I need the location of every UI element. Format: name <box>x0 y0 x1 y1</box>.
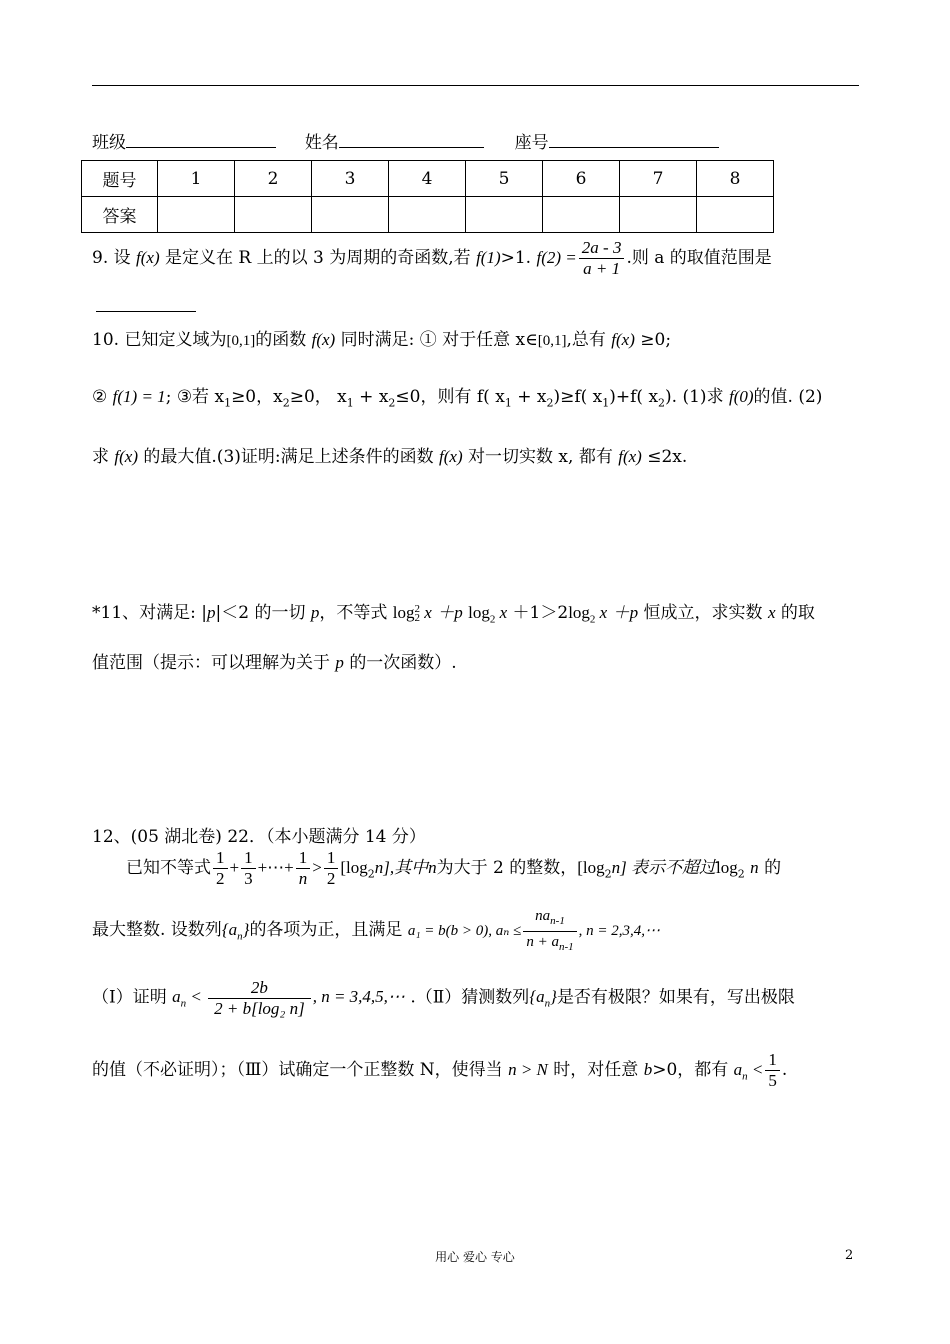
math-fx: f(x) <box>618 447 642 466</box>
question-10-line-1: 10. 已知定义域为[0,1]的函数 f(x) 同时满足: ① 对于任意 x∈[0,1],总有 f(x) ≥0; <box>92 330 672 350</box>
fraction: $\frac{2a - 3}{a + 1}$ <box>579 238 625 279</box>
math-fx: f(x) <box>114 447 138 466</box>
table-cell: 7 <box>620 161 697 197</box>
math-interval: [0,1] <box>537 333 567 349</box>
math-log-squared: log 2 2 x <box>392 603 432 625</box>
question-10-line-2: ② f(1) = 1; ③若 $x_1\ge 0$，$x_2\ge 0$， $x_1 + x_2\le 0$，则有 f( $x_1 + x_2)\ge f$( $x_1)+f$( $x_2$). (1)求 f(0)的值. (2) <box>92 387 823 410</box>
footer-text: 用心 爱心 专心 <box>435 1250 515 1264</box>
answer-label: 答案 <box>82 197 158 233</box>
question-12-title: 12、(05 湖北卷) 22．（本小题满分 14 分） <box>92 827 426 847</box>
question-11-line-1: *11、对满足: |p|＜2 的一切 p，不等式 log 2 2 x ＋p $\log_2 x +1>2\log_2$ x ＋p 恒成立，求实数 x 的取 <box>92 603 815 626</box>
table-cell: 5 <box>466 161 543 197</box>
question-10-line-3: 求 f(x) 的最大值.(3)证明:满足上述条件的函数 f(x) 对一切实数 x, 都有 f(x) ≤2x. <box>92 447 688 467</box>
table-cell: 4 <box>389 161 466 197</box>
question-9-line-1: 9. 设 f(x) 是定义在 R 上的以 3 为周期的奇函数,若 f(1)>1. f(2) = $\frac{2a - 3}{a + 1}$ .则 a 的取值范围是 <box>92 238 772 278</box>
answer-cell[interactable] <box>235 197 312 233</box>
answer-table-answer-row <box>82 197 774 233</box>
question-12-line-3: 最大整数. 设数列$\{a_n\}$的各项为正，且满足 a₁ = b(b > 0), aₙ ≤ $\frac{na_{n-1}}{n + a_{n-1}}$ , n = 2,3,4,⋯ <box>92 908 661 953</box>
class-blank <box>126 131 276 148</box>
question-12-line-4: （Ⅰ）证明 $a_n$ < $\frac{2b}{\text{2 + b[log₂ n]}}$ , n = 3,4,5,⋯ .（Ⅱ）猜测数列$\{a_n\}$是否有极限？如果有，写出极限 <box>92 978 795 1018</box>
question-number-label: 题号 <box>82 161 158 197</box>
table-cell: 8 <box>697 161 774 197</box>
math-fx: f(x) <box>611 330 635 349</box>
question-12-line-2: 已知不等式 $\frac{1}{2}$ + $\frac{1}{3}$ +⋯+ $\frac{1}{n}$ > $\frac{1}{2}$ $[\log_2n]$,其中n为大于 2 的整数，$[\log_2n]$ 表示不超过$\log_2 n$ 的 <box>126 848 782 888</box>
table-cell: 2 <box>235 161 312 197</box>
math-interval: [0,1] <box>226 333 256 349</box>
answer-cell[interactable] <box>312 197 389 233</box>
math-f2: f(2) = <box>536 248 577 267</box>
math-f0: f(0) <box>728 387 754 406</box>
answer-cell[interactable] <box>466 197 543 233</box>
answer-cell[interactable] <box>697 197 774 233</box>
seat-label: 座号 <box>514 133 549 153</box>
class-label: 班级 <box>92 133 126 153</box>
math-fx: f(x) <box>311 330 336 349</box>
page-number: 2 <box>845 1248 854 1263</box>
math-fx: f(x) <box>136 248 160 267</box>
name-blank <box>339 131 484 148</box>
question-9-answer-blank[interactable] <box>96 297 196 312</box>
answer-cell[interactable] <box>389 197 466 233</box>
math-log: $\log_2 x$ <box>568 603 608 626</box>
answer-table <box>81 160 774 233</box>
header-rule <box>92 85 859 86</box>
seat-blank <box>549 131 719 148</box>
answer-table-header-row <box>82 161 774 197</box>
math-fx: f(x) <box>439 447 463 466</box>
math-sequence-def: a₁ = b(b > 0), aₙ ≤ $\frac{na_{n-1}}{n + a_{n-1}}$ , n = 2,3,4,⋯ <box>407 908 661 953</box>
name-label: 姓名 <box>304 133 339 153</box>
question-11-line-2: 值范围（提示：可以理解为关于 p 的一次函数）. <box>92 653 457 673</box>
table-cell: 6 <box>543 161 620 197</box>
table-cell: 1 <box>158 161 235 197</box>
answer-cell[interactable] <box>543 197 620 233</box>
question-12-line-5: 的值（不必证明）；（Ⅲ）试确定一个正整数 N，使得当 n > N 时，对任意 b>0，都有 $a_n$ < $\frac{1}{5}$ . <box>92 1050 788 1090</box>
math-inequality: $a_n$ < $\frac{2b}{\text{2 + b[log₂ n]}}$ , n = 3,4,5,⋯ <box>172 978 405 1018</box>
math-f1: f(1) <box>476 248 501 267</box>
math-log: $\log_2 x$ <box>468 603 508 626</box>
table-cell: 3 <box>312 161 389 197</box>
answer-cell[interactable] <box>158 197 235 233</box>
student-info-line <box>92 128 719 153</box>
math-sequence-set: $\{a_n\}$ <box>221 919 250 943</box>
answer-cell[interactable] <box>620 197 697 233</box>
math-f1-eq: f(1) = 1 <box>112 387 166 406</box>
